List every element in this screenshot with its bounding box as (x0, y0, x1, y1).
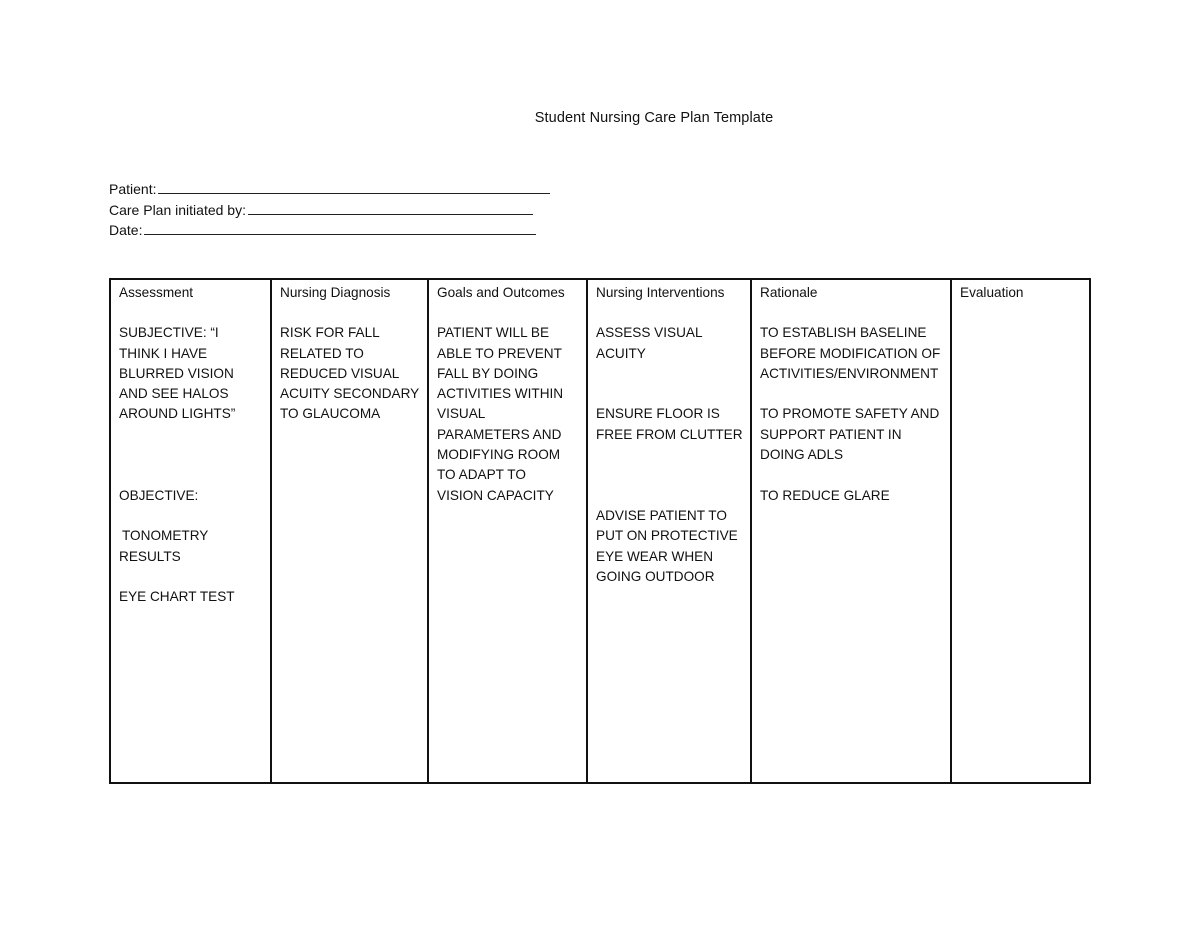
date-field (109, 220, 550, 241)
rationale-line: SUPPORT PATIENT IN (760, 426, 902, 442)
goals-line: ACTIVITIES WITHIN (437, 386, 564, 402)
subjective-line: BLURRED VISION (119, 365, 234, 381)
subjective-line: AND SEE HALOS (119, 386, 229, 402)
subjective-line: THINK I HAVE (119, 345, 208, 361)
diagnosis-line: ACUITY SECONDARY (280, 386, 420, 402)
diagnosis-line: TO GLAUCOMA (280, 406, 381, 422)
intervention-line: GOING OUTDOOR (596, 568, 715, 584)
objective-label: OBJECTIVE: (119, 487, 199, 503)
goals-line: MODIFYING ROOM (437, 447, 561, 463)
intervention-line: ASSESS VISUAL (596, 325, 703, 341)
goals-line: FALL BY DOING (437, 365, 539, 381)
goals-header: Goals and Outcomes (437, 285, 565, 300)
intervention-line: EYE WEAR WHEN (596, 548, 714, 564)
rationale-header: Rationale (760, 285, 818, 300)
diagnosis-line: REDUCED VISUAL (280, 365, 400, 381)
care-plan-table (109, 278, 1091, 784)
patient-label: Patient: (109, 181, 157, 197)
evaluation-header: Evaluation (960, 285, 1024, 300)
evaluation-column (952, 280, 1089, 782)
initiated-by-field (109, 200, 550, 221)
header-fields (109, 179, 550, 241)
interventions-header: Nursing Interventions (596, 285, 725, 300)
initiated-by-label: Care Plan initiated by: (109, 201, 246, 218)
date-input-line[interactable] (144, 220, 536, 235)
diagnosis-column (272, 280, 429, 782)
interventions-column (588, 280, 752, 782)
goals-line: PATIENT WILL BE (437, 325, 550, 341)
goals-line: ABLE TO PREVENT (437, 345, 562, 361)
assessment-column (111, 280, 272, 782)
diagnosis-line: RISK FOR FALL (280, 325, 380, 341)
tonometry-line: RESULTS (119, 548, 181, 564)
rationale-line: TO PROMOTE SAFETY AND (760, 406, 940, 422)
tonometry-line: TONOMETRY (122, 528, 209, 544)
rationale-line: BEFORE MODIFICATION OF (760, 345, 941, 361)
date-label: Date: (109, 222, 143, 238)
rationale-line: ACTIVITIES/ENVIRONMENT (760, 365, 939, 381)
diagnosis-line: RELATED TO (280, 345, 364, 361)
page-title: Student Nursing Care Plan Template (534, 110, 774, 126)
rationale-column (752, 280, 952, 782)
diagnosis-header: Nursing Diagnosis (280, 285, 391, 300)
intervention-line: ACUITY (596, 345, 646, 361)
patient-field (109, 179, 550, 200)
goals-line: PARAMETERS AND (437, 426, 562, 442)
intervention-line: PUT ON PROTECTIVE (596, 528, 738, 544)
intervention-line: ENSURE FLOOR IS (596, 406, 720, 422)
goals-column (429, 280, 588, 782)
goals-line: VISUAL (437, 406, 486, 422)
goals-line: VISION CAPACITY (437, 487, 554, 503)
rationale-line: TO ESTABLISH BASELINE (760, 325, 927, 341)
eye-chart-line: EYE CHART TEST (119, 589, 235, 605)
assessment-header: Assessment (119, 285, 194, 300)
rationale-line: DOING ADLS (760, 447, 844, 463)
initiated-by-input-line[interactable] (248, 200, 533, 215)
goals-line: TO ADAPT TO (437, 467, 526, 483)
intervention-line: ADVISE PATIENT TO (596, 507, 727, 523)
subjective-line: SUBJECTIVE: “I (119, 325, 219, 341)
subjective-line: AROUND LIGHTS” (119, 406, 236, 422)
patient-input-line[interactable] (158, 179, 550, 194)
rationale-line: TO REDUCE GLARE (760, 487, 890, 503)
intervention-line: FREE FROM CLUTTER (596, 426, 743, 442)
